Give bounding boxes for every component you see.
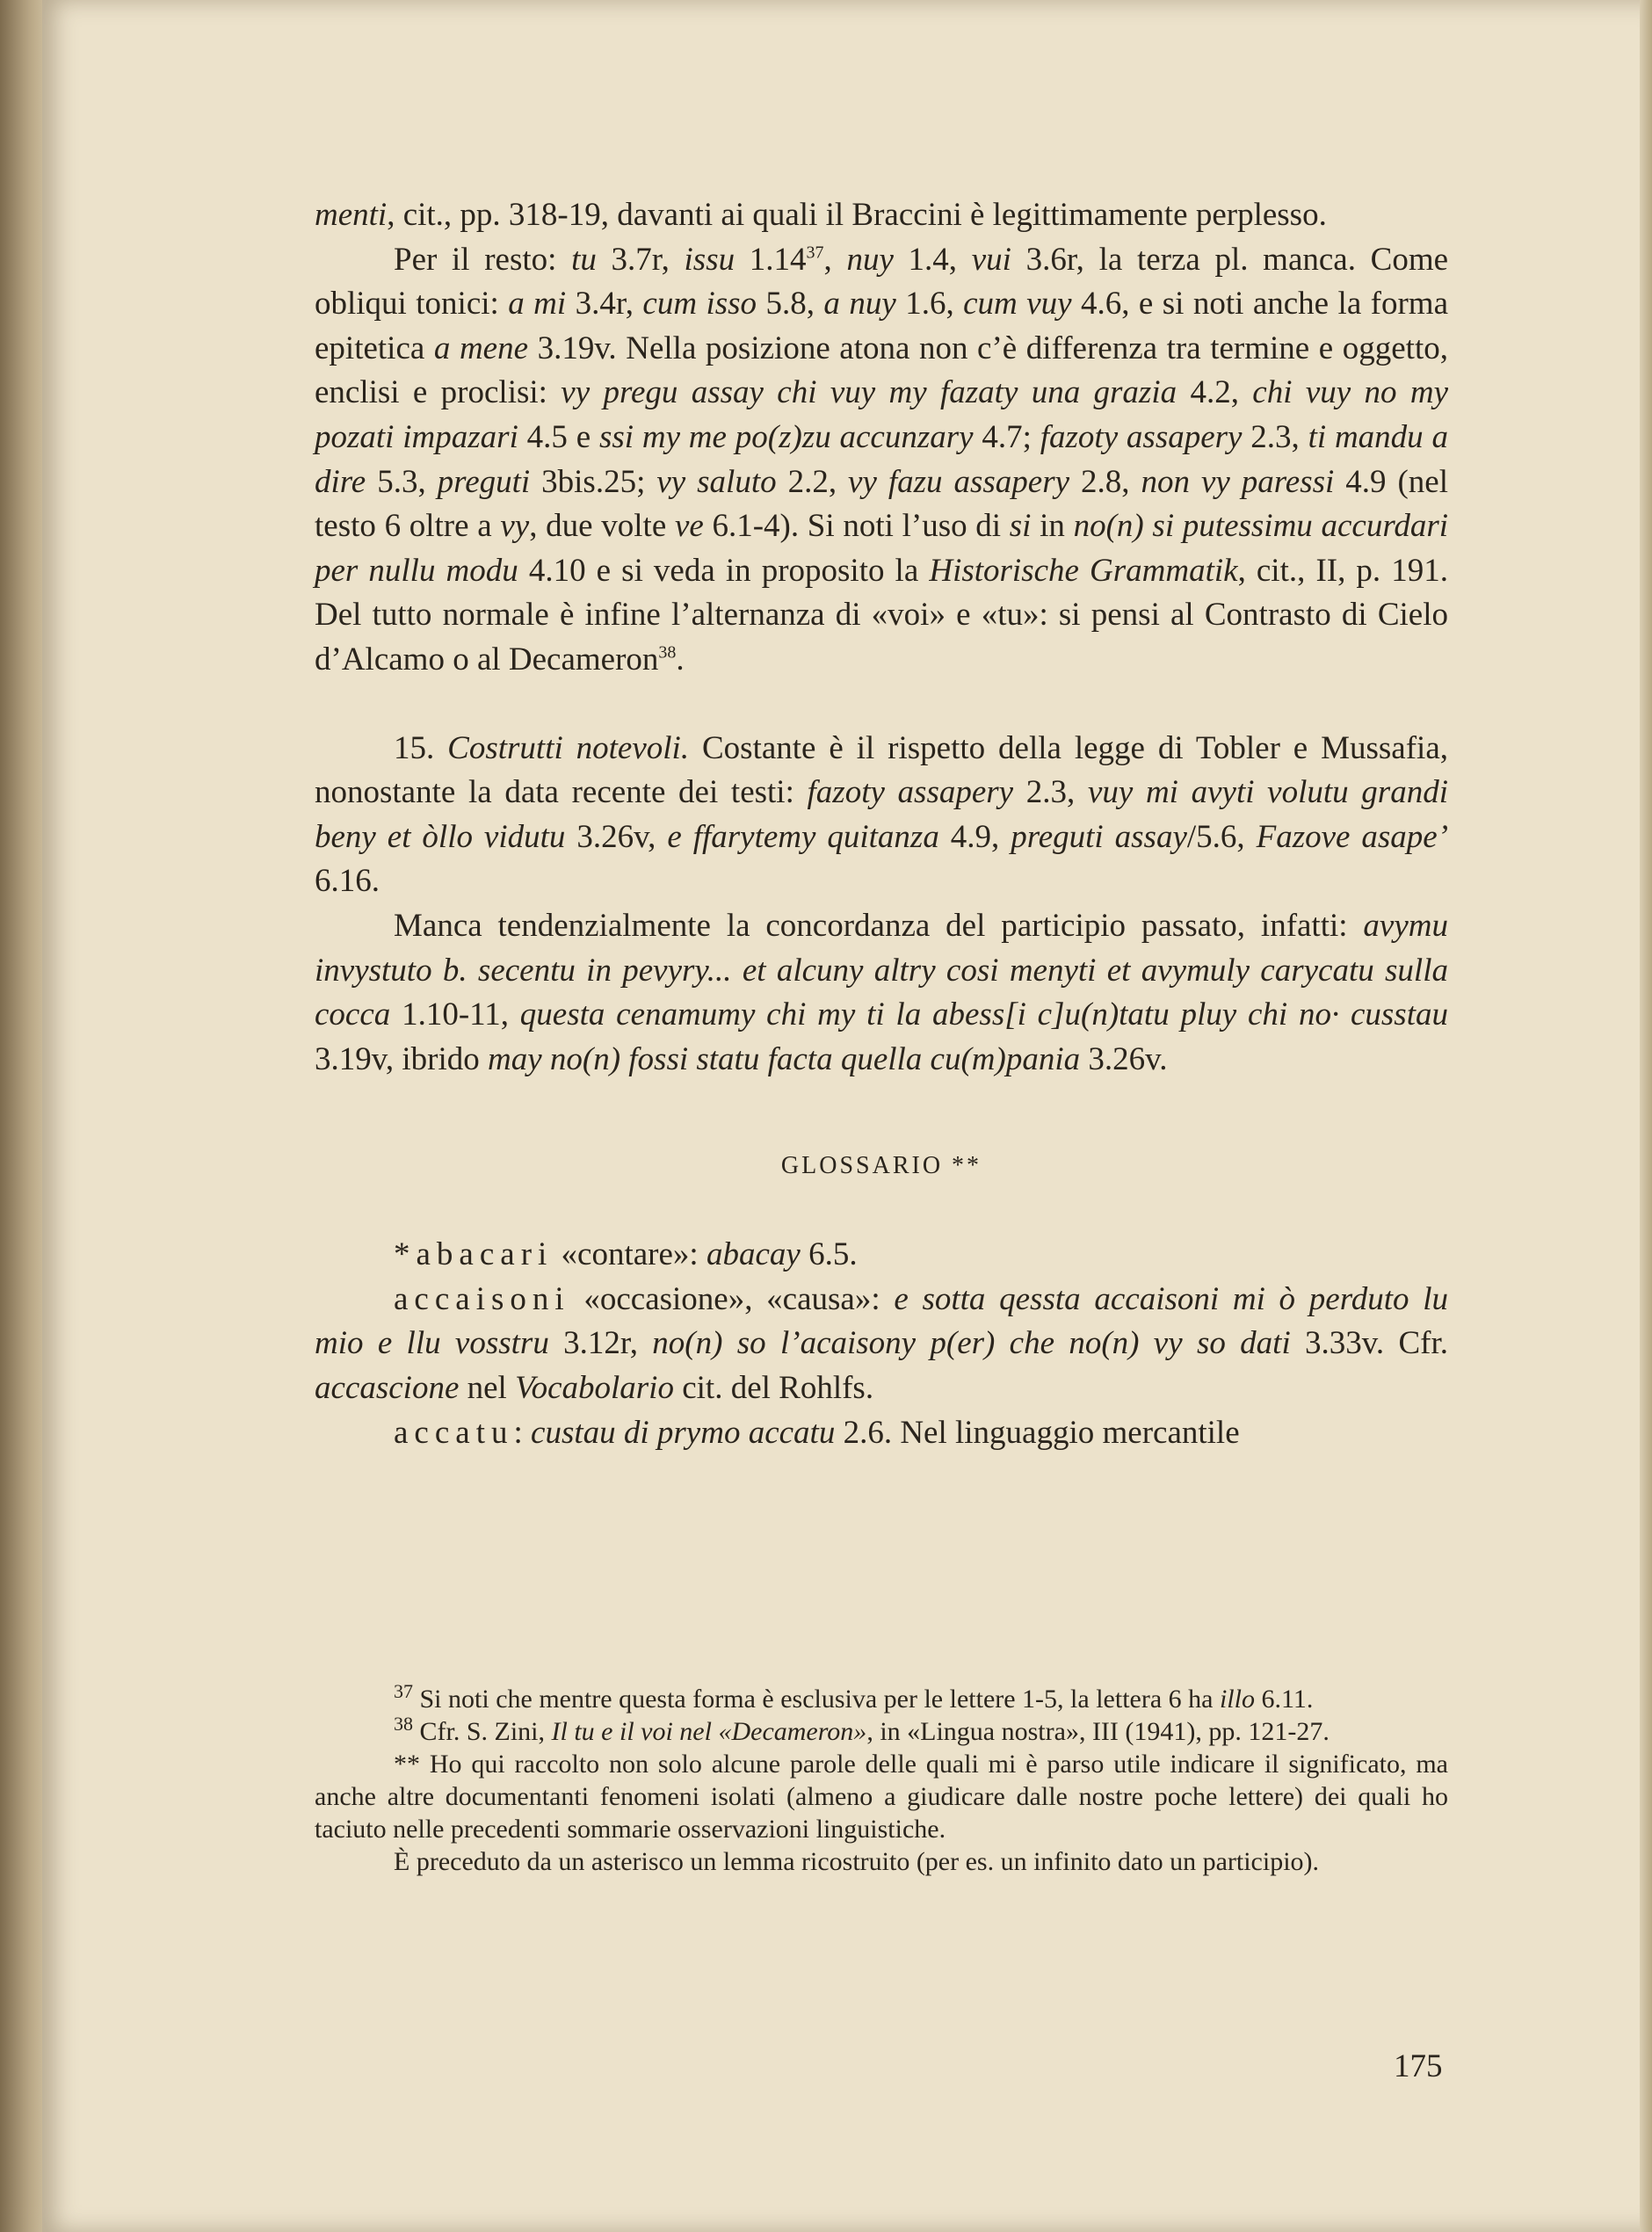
italic-run: Costrutti notevoli.	[447, 729, 690, 766]
text-run: 3.19v. Nella posizione atona non c’è differenza tra termine e oggetto, enclisi e proclisi:	[315, 330, 1448, 411]
paragraph-pronouns	[315, 238, 1448, 683]
italic-run: a nuy	[823, 286, 896, 322]
italic-run: Fazove asape’	[1256, 818, 1449, 855]
glossary-heading: GLOSSARIO **	[780, 1152, 982, 1180]
italic-run: no(n) so l’acaisony p(er) che no(n) vy so dati	[652, 1325, 1291, 1362]
text-run: 1.14	[735, 241, 807, 278]
page-edge	[1640, 0, 1652, 2232]
italic-run: si	[1009, 508, 1032, 545]
footnote-37	[315, 1680, 1448, 1715]
glossary-lemma: accaisoni	[394, 1280, 570, 1317]
text-run: Per il resto:	[394, 241, 572, 278]
glossary-entry-accatu	[315, 1411, 1448, 1456]
footnote-ref: 37	[806, 243, 824, 263]
text-run: 4.10 e si veda in proposito la	[518, 552, 930, 589]
text-run: Manca tendenzialmente la concordanza del participio passato, infatti:	[394, 907, 1364, 944]
italic-run: e ffarytemy quitanza	[667, 818, 939, 855]
italic-run: fazoty assapery	[807, 774, 1014, 811]
italic-run: no(n) si putessimu accurdari per nullu modu	[315, 508, 1449, 589]
text-run: nel	[459, 1370, 516, 1407]
glossary-lemma: accatu	[394, 1414, 514, 1451]
text-run: «contare»:	[553, 1236, 706, 1273]
text-run: ** Ho qui raccolto non solo alcune parole delle quali mi è parso utile indicare il significato, ma anche altre documentanti fenomeni isolati (almeno a giudicare dalle nostre poche lettere) dei quali ho taciuto nelle precedenti sommarie osservazioni linguistiche.	[315, 1750, 1448, 1844]
italic-run: fazoty assapery	[1040, 418, 1243, 455]
italic-run: preguti	[437, 463, 531, 500]
italic-run: nuy	[846, 241, 894, 278]
text-run: , cit., pp. 318-19, davanti ai quali il Braccini è legittimamente perplesso.	[387, 197, 1327, 233]
text-run: cit. del Rohlfs.	[673, 1370, 874, 1407]
italic-run: a mi	[508, 286, 567, 322]
text-run: 3.7r,	[596, 241, 685, 278]
text-run: 3.26v.	[1080, 1040, 1168, 1077]
page-number: 175	[1394, 2048, 1443, 2084]
text-run: 2.8,	[1069, 463, 1141, 500]
text-run: 3.12r,	[548, 1325, 653, 1362]
italic-run: e sotta qessta accaisoni mi ò perduto lu mio e llu vosstru	[315, 1280, 1448, 1362]
italic-run: abacay	[706, 1236, 801, 1273]
paragraph-participle	[315, 904, 1448, 1082]
italic-run: ve	[674, 508, 704, 545]
glossary-lemma: *abacari	[394, 1236, 554, 1273]
italic-run: issu	[684, 241, 735, 278]
glossary-entry-abacari	[315, 1233, 1448, 1278]
text-run: , in «Lingua nostra», III (1941), pp. 121-27.	[866, 1717, 1330, 1746]
italic-run: avymu invystuto b. secentu in pevyry... et alcuny altry cosi menyti et avymuly carycatu sulla cocca	[315, 907, 1448, 1033]
italic-run: cum isso	[642, 286, 757, 322]
italic-run: non vy paressi	[1141, 463, 1335, 500]
text-run: in	[1031, 508, 1074, 545]
italic-run: menti	[315, 197, 388, 233]
text-run: 3bis.25;	[530, 463, 657, 500]
italic-run: vy	[500, 508, 530, 545]
paragraph-continuation	[315, 193, 1448, 238]
italic-run: questa cenamumy chi my ti la abess[i c]u(n)tatu pluy chi no· cusstau	[519, 996, 1448, 1033]
footnotes	[315, 1680, 1448, 1878]
text-run: 2.6. Nel linguaggio mercantile	[835, 1414, 1240, 1451]
text-run: Cfr. S. Zini,	[413, 1717, 552, 1746]
text-run: 3.6r, la terza pl. manca. Come obliqui tonici:	[315, 241, 1449, 322]
text-run: 4.2,	[1177, 374, 1253, 411]
italic-run: chi vuy no my pozati impazari	[315, 374, 1448, 455]
text-run: 3.33v. Cfr.	[1290, 1325, 1448, 1362]
italic-run: vy fazu assapery	[848, 463, 1070, 500]
italic-run: ti mandu a dire	[315, 418, 1448, 500]
italic-run: vui	[971, 241, 1011, 278]
text-run: È preceduto da un asterisco un lemma ricostruito (per es. un infinito dato un participio).	[394, 1847, 1320, 1876]
text-run: 3.26v,	[565, 818, 668, 855]
text-run: 15.	[394, 729, 448, 766]
text-run: /5.6,	[1186, 818, 1257, 855]
text-run: , cit., II, p. 191. Del tutto normale è infine l’alternanza di «voi» e «tu»: si pensi al Contrasto di Cielo d’Alcamo o al Decameron	[315, 552, 1448, 678]
text-run: , due volte	[529, 508, 675, 545]
text-run: 1.6,	[895, 286, 964, 322]
footnote-38	[315, 1715, 1448, 1748]
text-run: 6.5.	[800, 1236, 858, 1273]
text-run: 3.19v, ibrido	[315, 1040, 488, 1077]
text-run: 2.2,	[776, 463, 849, 500]
text-run: 3.4r,	[566, 286, 643, 322]
text-run: 4.5 e	[518, 418, 599, 455]
footnote-asterisk	[315, 1845, 1448, 1878]
text-run: :	[513, 1414, 532, 1451]
italic-run: may no(n) fossi statu facta quella cu(m)pania	[487, 1040, 1081, 1077]
footnote-number: 37	[394, 1680, 413, 1702]
italic-run: illo	[1219, 1685, 1255, 1714]
text-run: 2.3,	[1242, 418, 1308, 455]
italic-run: vy saluto	[656, 463, 777, 500]
main-text	[315, 193, 1448, 1455]
text-run: 6.11.	[1254, 1685, 1314, 1714]
text-run: 4.9,	[938, 818, 1011, 855]
italic-run: cum vuy	[963, 286, 1072, 322]
text-run: «occasione», «causa»:	[569, 1280, 895, 1317]
text-run: 5.3,	[366, 463, 438, 500]
italic-run: tu	[571, 241, 597, 278]
italic-run: Il tu e il voi nel «Decameron»	[551, 1717, 867, 1746]
footnote-number: 38	[394, 1713, 413, 1735]
italic-run: preguti assay	[1011, 818, 1187, 855]
text-run: 5.8,	[757, 286, 824, 322]
text-run: 6.1-4). Si noti l’uso di	[703, 508, 1010, 545]
text-run: 4.6, e si noti anche la forma epitetica	[315, 286, 1449, 366]
footnote-glossary	[315, 1748, 1448, 1845]
italic-run: Historische Grammatik	[929, 552, 1238, 589]
italic-run: vy pregu assay chi vuy my fazaty una grazia	[561, 374, 1177, 411]
italic-run: custau di prymo accatu	[531, 1414, 836, 1451]
italic-run: ssi my me po(z)zu accunzary	[598, 418, 974, 455]
italic-run: a mene	[433, 330, 529, 366]
text-run: Si noti che mentre questa forma è esclusiva per le lettere 1-5, la lettera 6 ha	[413, 1685, 1220, 1714]
text-run: 1.10-11,	[390, 996, 520, 1033]
italic-run: Vocabolario	[515, 1370, 674, 1407]
footnote-ref: 38	[658, 642, 677, 663]
text-run: ,	[823, 241, 847, 278]
glossary-entry-accaisoni	[315, 1278, 1448, 1411]
text-run: Costante è il rispetto della legge di Tobler e Mussafia, nonostante la data recente dei testi:	[315, 729, 1449, 811]
text-run: 2.3,	[1013, 774, 1088, 811]
text-run: 1.4,	[893, 241, 972, 278]
text-run: 4.9 (nel testo 6 oltre a	[315, 463, 1449, 545]
paragraph-section-15	[315, 727, 1448, 904]
text-run: 4.7;	[973, 418, 1040, 455]
italic-run: vuy mi avyti volutu grandi beny et òllo vidutu	[315, 774, 1448, 855]
text-run: .	[676, 641, 685, 678]
text-run: 6.16.	[315, 863, 380, 900]
italic-run: accascione	[315, 1370, 460, 1407]
